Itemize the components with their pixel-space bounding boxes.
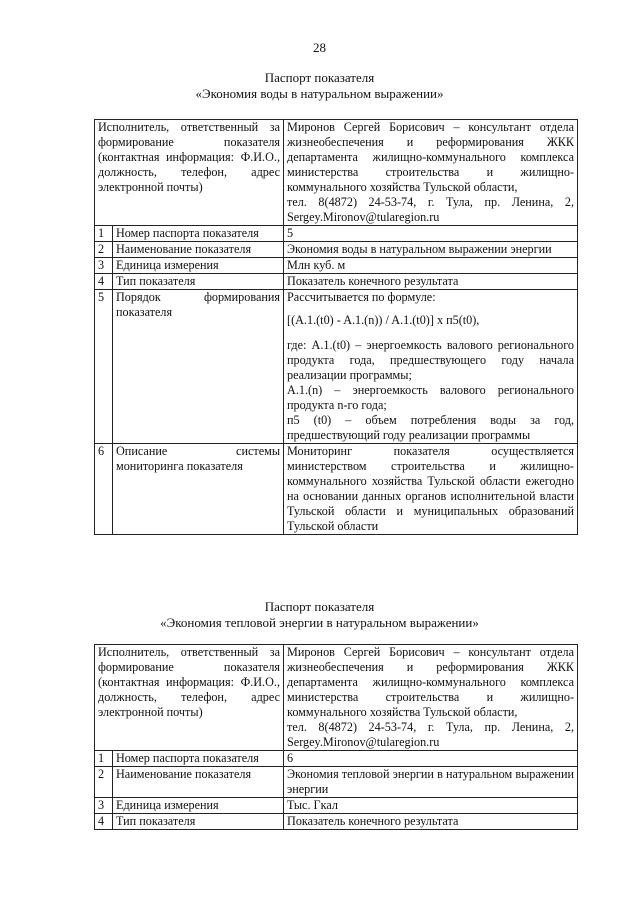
executor-value-cell	[284, 645, 578, 751]
executor-phone: тел. 8(4872) 24-53-74, г. Тула, пр. Ленина, 2,	[287, 195, 574, 209]
executor-email: Sergey.Mironov@tularegion.ru	[287, 735, 440, 749]
passport-2-table	[94, 644, 578, 830]
executor-value: Миронов Сергей Борисович – консультант отдела жизнеобеспечения и реформирования ЖКК департамента жилищно-коммунального комплекса министерства строительства и жилищно-коммунального хозяйства Тульской области,	[287, 120, 574, 194]
table-row	[95, 814, 578, 830]
formula: [(A.1.(t0) - A.1.(n)) / A.1.(t0)] x п5(t0),	[287, 313, 480, 327]
row-num: 6	[95, 444, 113, 535]
executor-label: Исполнитель, ответственный за формирование показателя (контактная информация: Ф.И.О., должность, телефон, адрес электронной почты)	[95, 120, 284, 226]
formula-cell	[284, 290, 578, 444]
row-value: Показатель конечного результата	[284, 274, 578, 290]
page-number: 28	[313, 40, 326, 55]
table-row	[95, 798, 578, 814]
executor-phone: тел. 8(4872) 24-53-74, г. Тула, пр. Ленина, 2,	[287, 720, 574, 734]
table-row	[95, 444, 578, 535]
row-num: 5	[95, 290, 113, 444]
formula-intro: Рассчитывается по формуле:	[287, 290, 436, 304]
row-name: Описание системы мониторинга показателя	[113, 444, 284, 535]
row-num: 4	[95, 814, 113, 830]
formula-definition-2: A.1.(n) – энергоемкость валового регионального продукта n-го года;	[287, 383, 574, 412]
row-value: Мониторинг показателя осуществляется министерством строительства и жилищно-коммунального хозяйства Тульской области ежегодно на основании данных органов исполнительной власти Тульской области и муниципальных образований Тульской области	[284, 444, 578, 535]
table-row	[95, 751, 578, 767]
row-value: Экономия тепловой энергии в натуральном выражении энергии	[284, 767, 578, 798]
passport-2-title-line2: «Экономия тепловой энергии в натуральном выражении»	[160, 615, 479, 630]
row-name: Тип показателя	[113, 814, 284, 830]
table-row	[95, 242, 578, 258]
passport-2-title	[0, 599, 639, 631]
row-value: Показатель конечного результата	[284, 814, 578, 830]
row-name: Порядок формирования показателя	[113, 290, 284, 444]
row-value: 6	[284, 751, 578, 767]
executor-email: Sergey.Mironov@tularegion.ru	[287, 210, 440, 224]
passport-1-title-line1: Паспорт показателя	[264, 70, 375, 85]
row-name: Тип показателя	[113, 274, 284, 290]
executor-row	[95, 120, 578, 226]
executor-value-cell	[284, 120, 578, 226]
row-num: 4	[95, 274, 113, 290]
table-row-formula	[95, 290, 578, 444]
table-row	[95, 226, 578, 242]
executor-row	[95, 645, 578, 751]
row-name: Номер паспорта показателя	[113, 751, 284, 767]
row-num: 2	[95, 767, 113, 798]
row-num: 1	[95, 751, 113, 767]
row-name: Номер паспорта показателя	[113, 226, 284, 242]
formula-definition-3: п5 (t0) – объем потребления воды за год, предшествующий году реализации программы	[287, 413, 574, 442]
table-row	[95, 767, 578, 798]
row-value: 5	[284, 226, 578, 242]
table-row	[95, 258, 578, 274]
formula-definition-1: где: A.1.(t0) – энергоемкость валового регионального продукта года, предшествующего году начала реализации программы;	[287, 338, 574, 382]
row-value: Тыс. Гкал	[284, 798, 578, 814]
row-name: Наименование показателя	[113, 242, 284, 258]
row-num: 1	[95, 226, 113, 242]
passport-1-title-line2: «Экономия воды в натуральном выражении»	[195, 86, 444, 101]
row-name: Наименование показателя	[113, 767, 284, 798]
row-name: Единица измерения	[113, 258, 284, 274]
table-row	[95, 274, 578, 290]
row-num: 3	[95, 258, 113, 274]
row-name: Единица измерения	[113, 798, 284, 814]
row-num: 3	[95, 798, 113, 814]
executor-value: Миронов Сергей Борисович – консультант отдела жизнеобеспечения и реформирования ЖКК департамента жилищно-коммунального комплекса министерства строительства и жилищно-коммунального хозяйства Тульской области,	[287, 645, 574, 719]
executor-label: Исполнитель, ответственный за формирование показателя (контактная информация: Ф.И.О., должность, телефон, адрес электронной почты)	[95, 645, 284, 751]
row-value: Экономия воды в натуральном выражении энергии	[284, 242, 578, 258]
row-num: 2	[95, 242, 113, 258]
row-value: Млн куб. м	[284, 258, 578, 274]
passport-1-title	[0, 70, 639, 102]
passport-1-table	[94, 119, 578, 535]
passport-2-title-line1: Паспорт показателя	[264, 599, 375, 614]
